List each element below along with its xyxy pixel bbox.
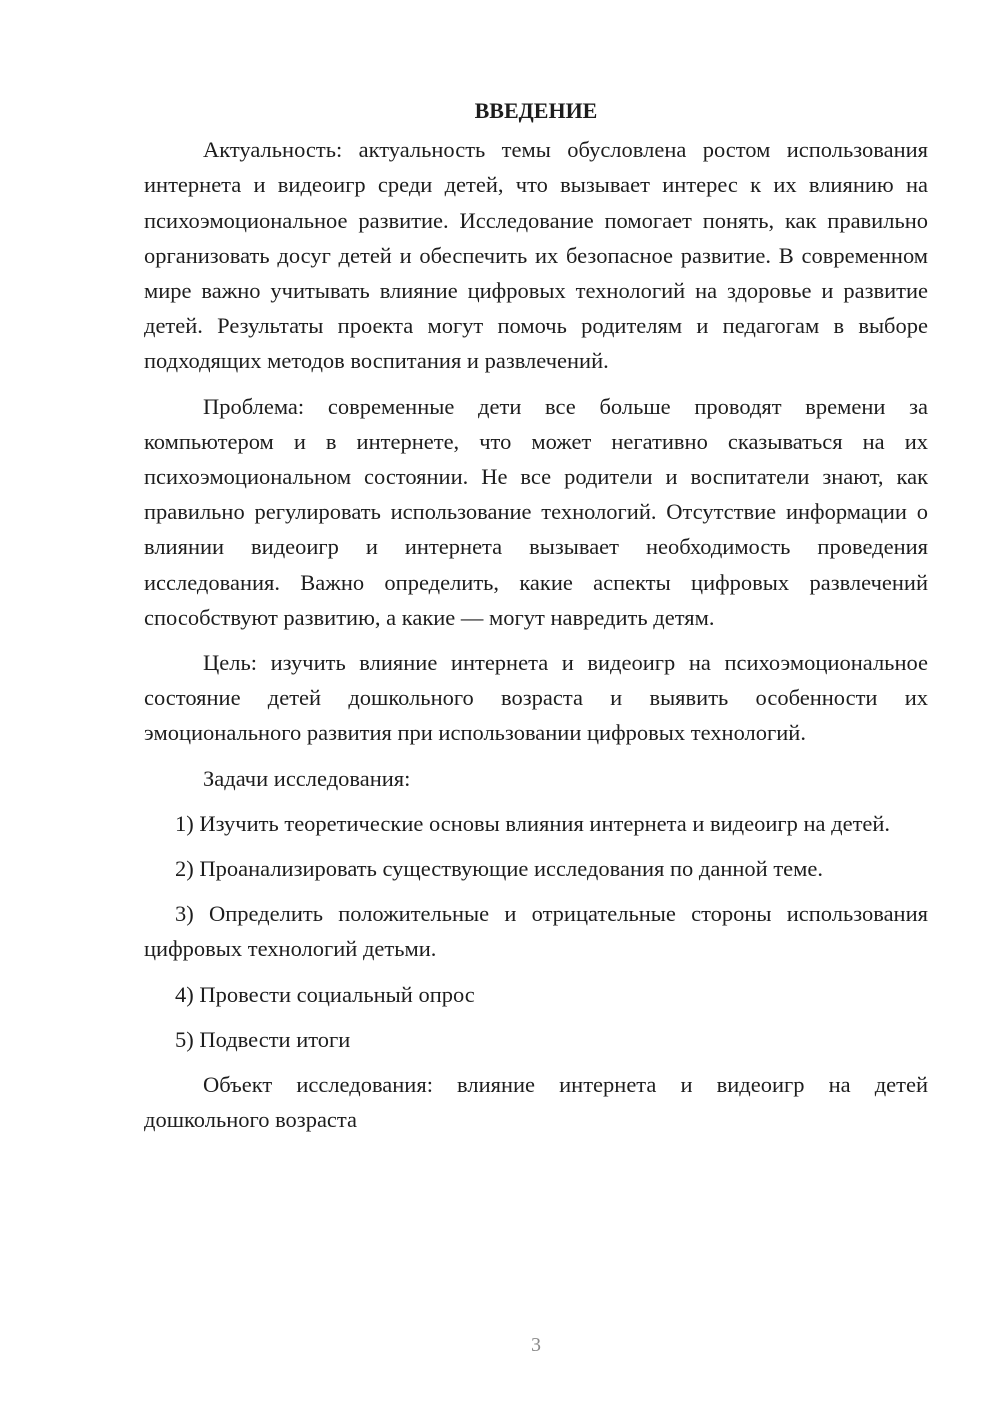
task-item-3: 3) Определить положительные и отрицательные стороны использования цифровых технологий детьми. (144, 901, 928, 962)
task-item-4: 4) Провести социальный опрос (175, 981, 475, 1007)
paragraph-object: Объект исследования: влияние интернета и видеоигр на детей дошкольного возраста (144, 1072, 928, 1133)
section-title: ВВЕДЕНИЕ (474, 98, 598, 123)
task-item-2: 2) Проанализировать существующие исследования по данной теме. (175, 856, 824, 882)
task-item-5: 5) Подвести итоги (175, 1026, 351, 1052)
paragraph-goal: Цель: изучить влияние интернета и видеоигр на психоэмоциональное состояние детей дошкольного возраста и выявить особенности их эмоционального развития при использовании цифровых технологий. (144, 650, 928, 746)
page-number: 3 (531, 1334, 541, 1356)
page-content (144, 93, 928, 1137)
paragraph-relevance: Актуальность: актуальность темы обусловлена ростом использования интернета и видеоигр среди детей, что вызывает интерес к их влиянию на психоэмоциональное развитие. Исследование помогает понять, как правильно организовать досуг детей и обеспечить их безопасное развитие. В современном мире важно учитывать влияние цифровых технологий на здоровье и развитие детей. Результаты проекта могут помочь родителям и педагогам в выборе подходящих методов воспитания и развлечений. (144, 137, 928, 374)
task-item-1: 1) Изучить теоретические основы влияния интернета и видеоигр на детей. (175, 810, 891, 836)
paragraph-problem: Проблема: современные дети все больше проводят времени за компьютером и в интернете, что может негативно сказываться на их психоэмоциональном состоянии. Не все родители и воспитатели знают, как правильно регулировать использование технологий. Отсутствие информации о влиянии видеоигр и интернета вызывает необходимость проведения исследования. Важно определить, какие аспекты цифровых развлечений способствуют развитию, а какие — могут навредить детям. (144, 393, 928, 630)
tasks-heading: Задачи исследования: (203, 765, 411, 791)
